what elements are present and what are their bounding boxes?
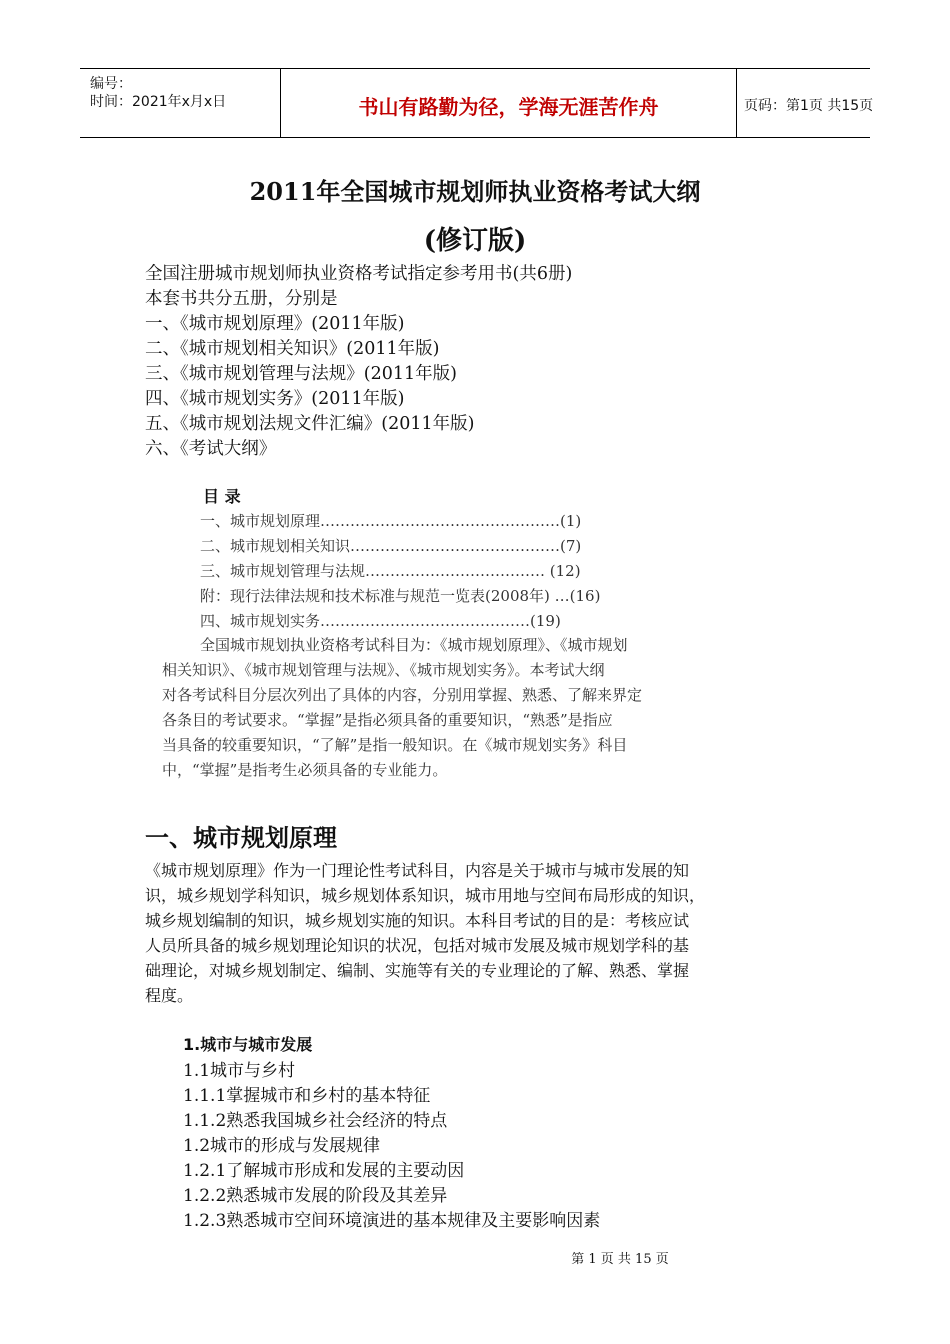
section-paragraph-line: 《城市规划原理》作为一门理论性考试科目，内容是关于城市与城市发展的知 (145, 861, 690, 880)
intro-line: 五、《城市规划法规文件汇编》(2011年版) (145, 414, 475, 434)
document-title: 2011年全国城市规划师执业资格考试大纲 (249, 177, 701, 206)
section-paragraph-line: 城乡规划编制的知识，城乡规划实施的知识。本科目考试的目的是：考核应试 (145, 911, 690, 930)
motto: 书山有路勤为径，学海无涯苦作舟 (358, 95, 659, 119)
subsection-heading: 1.城市与城市发展 (183, 1035, 313, 1054)
toc-item: 二、城市规划相关知识……………………………………(7) (200, 537, 582, 555)
outline-item: 1.2城市的形成与发展规律 (183, 1136, 381, 1156)
header-right-cell (736, 69, 874, 137)
toc-item: 一、城市规划原理…………………………………………(1) (200, 512, 582, 530)
section-heading: 一、城市规划原理 (145, 824, 337, 852)
outline-item: 1.2.3熟悉城市空间环境演进的基本规律及主要影响因素 (183, 1211, 601, 1231)
header-middle-cell (280, 69, 737, 137)
toc-description-line: 对各考试科目分层次列出了具体的内容，分别用掌握、熟悉、了解来界定 (162, 686, 643, 704)
intro-line: 四、《城市规划实务》(2011年版) (145, 389, 405, 409)
toc-description-line: 全国城市规划执业资格考试科目为：《城市规划原理》、《城市规划 (200, 636, 628, 654)
outline-item: 1.1.2熟悉我国城乡社会经济的特点 (183, 1111, 448, 1131)
toc-item: 三、城市规划管理与法规……………………………… (12) (200, 562, 581, 580)
page-info: 页码：第1页 共15页 (744, 98, 874, 114)
section-paragraph-line: 程度。 (145, 986, 194, 1005)
document-subtitle: (修订版) (423, 226, 527, 256)
section-paragraph-line: 人员所具备的城乡规划理论知识的状况，包括对城市发展及城市规划学科的基 (145, 936, 690, 955)
intro-line: 全国注册城市规划师执业资格考试指定参考用书(共6册) (145, 264, 573, 284)
outline-item: 1.2.1了解城市形成和发展的主要动因 (183, 1161, 465, 1181)
header-table (80, 68, 874, 138)
header-left-cell (80, 69, 280, 137)
intro-line: 六、《考试大纲》 (145, 439, 277, 459)
intro-line: 二、《城市规划相关知识》(2011年版) (145, 339, 440, 359)
section-paragraph-line: 识，城乡规划学科知识，城乡规划体系知识，城市用地与空间布局形成的知识， (145, 886, 706, 905)
outline-item: 1.2.2熟悉城市发展的阶段及其差异 (183, 1186, 448, 1206)
section-paragraph-line: 础理论，对城乡规划制定、编制、实施等有关的专业理论的了解、熟悉、掌握 (145, 961, 690, 980)
page-footer: 第 1 页 共 15 页 (571, 1252, 669, 1267)
intro-line: 本套书共分五册，分别是 (145, 289, 338, 309)
toc-item: 附：现行法律法规和技术标准与规范一览表(2008年) …(16) (200, 587, 601, 605)
toc-description-line: 中，“掌握”是指考生必须具备的专业能力。 (162, 761, 448, 779)
serial-label: 编号： (90, 76, 132, 92)
outline-item: 1.1城市与乡村 (183, 1061, 296, 1081)
intro-line: 三、《城市规划管理与法规》(2011年版) (145, 364, 457, 384)
toc-description-line: 各条目的考试要求。“掌握”是指必须具备的重要知识，“熟悉”是指应 (162, 711, 613, 729)
date-line: 时间：2021年x月x日 (90, 94, 227, 110)
intro-line: 一、《城市规划原理》(2011年版) (145, 314, 405, 334)
toc-item: 四、城市规划实务……………………………………(19) (200, 612, 561, 630)
toc-heading: 目 录 (203, 487, 241, 506)
toc-description-line: 相关知识》、《城市规划管理与法规》、《城市规划实务》。本考试大纲 (162, 661, 605, 679)
outline-item: 1.1.1掌握城市和乡村的基本特征 (183, 1086, 431, 1106)
toc-description-line: 当具备的较重要知识，“了解”是指一般知识。在《城市规划实务》科目 (162, 736, 628, 754)
